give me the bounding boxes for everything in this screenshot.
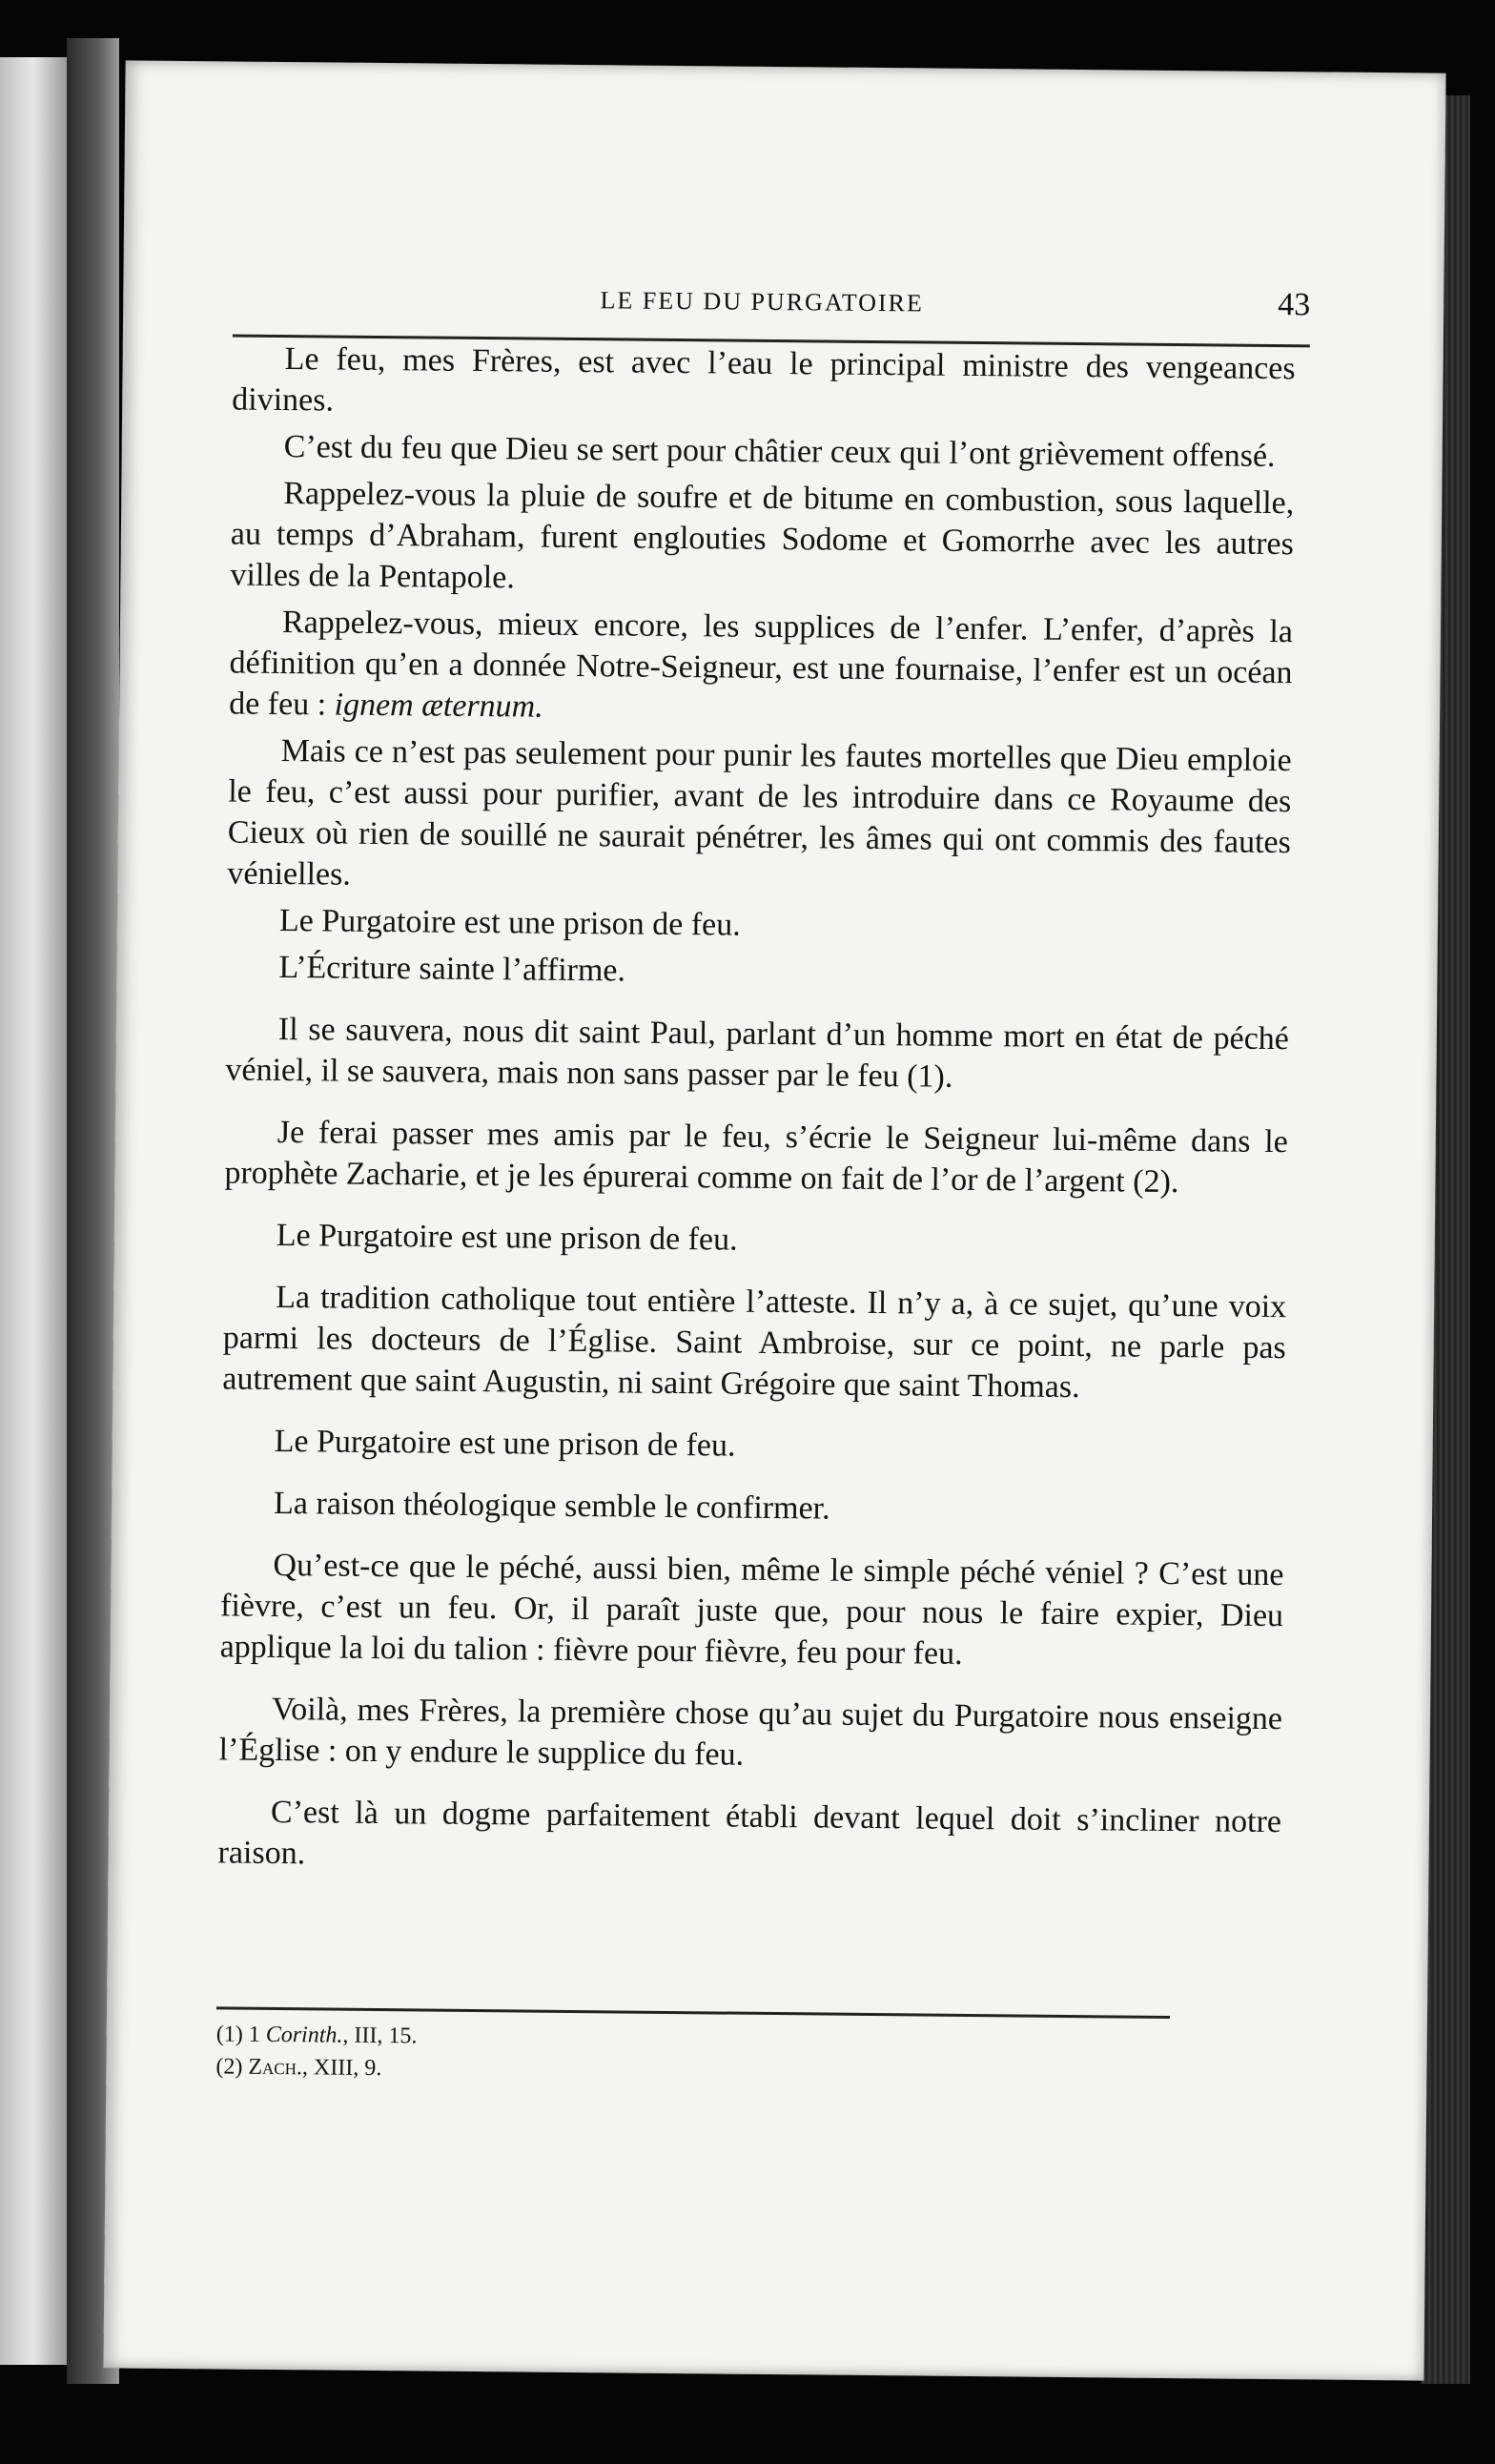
paragraph-3: Rappelez-vous la pluie de soufre et de bitume en combustion, sous laquelle, au temps d’Abraham, furent englouties Sodome et Gomorrhe avec les autres villes de la Pentapole. xyxy=(230,476,1295,596)
paragraph-8: Il se sauvera, nous dit saint Paul, parlant d’un homme mort en état de péché véniel, il se sauvera, mais non sans passer par le feu (1). xyxy=(225,1011,1290,1095)
footnote-1-citation: , III, 15. xyxy=(342,2023,418,2049)
footnote-1-number: (1) 1 xyxy=(215,2022,260,2047)
paragraph-14: Qu’est-ce que le péché, aussi bien, même le simple péché véniel ? C’est une fièvre, c’est un feu. Or, il paraît juste que, pour nous le faire expier, Dieu applique la loi du talion : fièvre pour fièvre, feu pour feu. xyxy=(219,1547,1284,1672)
paragraph-15: Voilà, mes Frères, la première chose qu’au sujet du Purgatoire nous enseigne l’Église : on y endure le supplice du feu. xyxy=(218,1691,1283,1773)
latin-phrase: ignem æternum. xyxy=(334,687,543,725)
running-title: LE FEU DU PURGATOIRE xyxy=(600,286,925,318)
paragraph-12: Le Purgatoire est une prison de feu. xyxy=(274,1423,736,1464)
paragraph-13: La raison théologique semble le confirmer. xyxy=(273,1485,830,1527)
paragraph-1: Le feu, mes Frères, est avec l’eau le principal ministre des vengeances divines. xyxy=(232,341,1296,419)
left-page-edge xyxy=(0,57,67,2365)
paragraph-4-text: Rappelez-vous, mieux encore, les supplices de l’enfer. L’enfer, d’après la définition qu’en a donnée Notre-Seigneur, est une fournaise, l’enfer est un océan de feu : xyxy=(228,605,1294,723)
page-header xyxy=(233,272,1311,336)
paragraph-7: L’Écriture sainte l’affirme. xyxy=(278,949,626,989)
paragraph-2: C’est du feu que Dieu se sert pour châtier ceux qui l’ont grièvement offensé. xyxy=(283,429,1276,475)
body-text xyxy=(217,338,1295,1883)
paragraph-10: Le Purgatoire est une prison de feu. xyxy=(276,1217,738,1258)
footnotes xyxy=(215,2018,1170,2092)
paragraph-16: C’est là un dogme parfaitement établi devant lequel doit s’incliner notre raison. xyxy=(217,1794,1282,1872)
page-number: 43 xyxy=(1278,287,1311,323)
paragraph-4 xyxy=(229,601,1293,734)
footnote-rule xyxy=(216,2006,1170,2019)
footnote-1-reference: Corinth. xyxy=(265,2022,343,2048)
paragraph-5: Mais ce n’est pas seulement pour punir les fautes mortelles que Dieu emploie le feu, c’est aussi pour purifier, avant de les introduire dans ce Royaume des Cieux où rien de souillé ne saurait pénétrer, les âmes qui ont commis des fautes vénielles. xyxy=(227,733,1292,893)
paragraph-11: La tradition catholique tout entière l’atteste. Il n’y a, à ce sujet, qu’une voix parmi les docteurs de l’Église. Saint Ambroise, sur ce point, ne parle pas autrement que saint Augustin, ni saint Grégoire que saint Thomas. xyxy=(222,1279,1287,1406)
paragraph-6: Le Purgatoire est une prison de feu. xyxy=(278,902,741,943)
footnote-2-reference: Zach. xyxy=(248,2054,303,2081)
footnote-2-citation: , XIII, 9. xyxy=(301,2055,382,2082)
paragraph-9: Je ferai passer mes amis par le feu, s’écrie le Seigneur lui-même dans le prophète Zacharie, et je les épurerai comme on fait de l’or de l’argent (2). xyxy=(224,1114,1288,1201)
book-page xyxy=(103,60,1445,2380)
footnote-2-number: (2) xyxy=(215,2054,243,2080)
